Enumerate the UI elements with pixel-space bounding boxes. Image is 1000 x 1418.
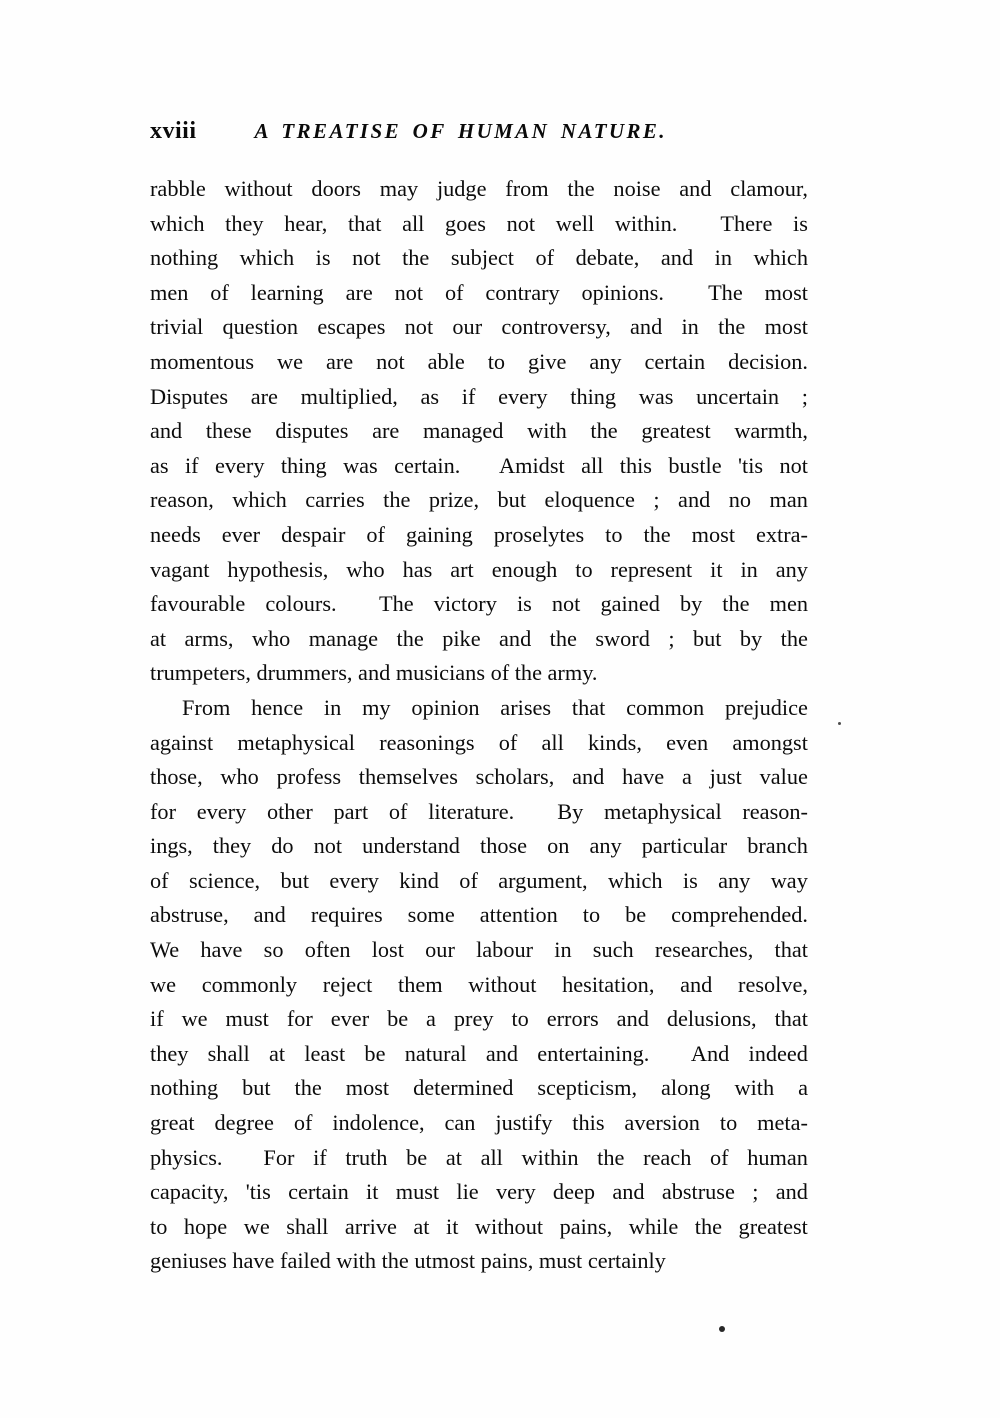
text-line: capacity, 'tis certain it must lie very deep and abstruse ; and (150, 1179, 808, 1205)
text-line: of science, but every kind of argument, which is any way (150, 867, 808, 893)
text-line: those, who profess themselves scholars, and have a just value (150, 764, 808, 790)
text-line: they shall at least be natural and entertaining. And indeed (150, 1040, 808, 1066)
text-line: nothing which is not the subject of debate, and in which (150, 245, 808, 271)
text-line: to hope we shall arrive at it without pains, while the greatest (150, 1213, 808, 1239)
paragraph-1 (150, 172, 808, 691)
text-line: if we must for ever be a prey to errors and delusions, that (150, 1006, 808, 1032)
text-line: against metaphysical reasonings of all kinds, even amongst (150, 729, 808, 755)
running-head (150, 118, 808, 152)
text-line: trumpeters, drummers, and musicians of the army. (150, 660, 598, 686)
running-title: A TREATISE OF HUMAN NATURE. (254, 119, 667, 143)
text-line: We have so often lost our labour in such researches, that (150, 937, 808, 963)
text-line: we commonly reject them without hesitation, and resolve, (150, 971, 808, 997)
text-line: for every other part of literature. By metaphysical reason- (150, 798, 808, 824)
text-line: at arms, who manage the pike and the sword ; but by the (150, 625, 808, 651)
text-line: nothing but the most determined scepticism, along with a (150, 1075, 808, 1101)
text-line: men of learning are not of contrary opinions. The most (150, 279, 808, 305)
text-line: momentous we are not able to give any certain decision. (150, 348, 808, 374)
text-line: rabble without doors may judge from the noise and clamour, (150, 176, 808, 201)
text-line: abstruse, and requires some attention to be comprehended. (150, 902, 808, 928)
text-line: physics. For if truth be at all within the reach of human (150, 1144, 808, 1170)
text-line: From hence in my opinion arises that common prejudice (182, 694, 808, 720)
text-line: needs ever despair of gaining proselytes to the most extra- (150, 521, 808, 547)
text-block (150, 172, 808, 1279)
text-line: great degree of indolence, can justify this aversion to meta- (150, 1110, 808, 1136)
text-line: which they hear, that all goes not well within. There is (150, 210, 808, 236)
text-line: as if every thing was certain. Amidst all this bustle 'tis not (150, 452, 808, 478)
paragraph-2 (150, 691, 808, 1279)
text-line: ings, they do not understand those on any particular branch (150, 833, 808, 859)
margin-speck-artifact (838, 722, 841, 725)
text-line: reason, which carries the prize, but eloquence ; and no man (150, 487, 808, 513)
text-line: geniuses have failed with the utmost pains, must certainly (150, 1248, 666, 1274)
text-line: vagant hypothesis, who has art enough to represent it in any (150, 556, 808, 582)
text-line: favourable colours. The victory is not gained by the men (150, 591, 808, 617)
text-line: trivial question escapes not our controversy, and in the most (150, 314, 808, 340)
footer-speck-artifact (719, 1326, 725, 1332)
text-line: and these disputes are managed with the greatest warmth, (150, 418, 808, 444)
page-folio: xviii (150, 118, 197, 144)
text-line: Disputes are multiplied, as if every thing was uncertain ; (150, 383, 808, 409)
